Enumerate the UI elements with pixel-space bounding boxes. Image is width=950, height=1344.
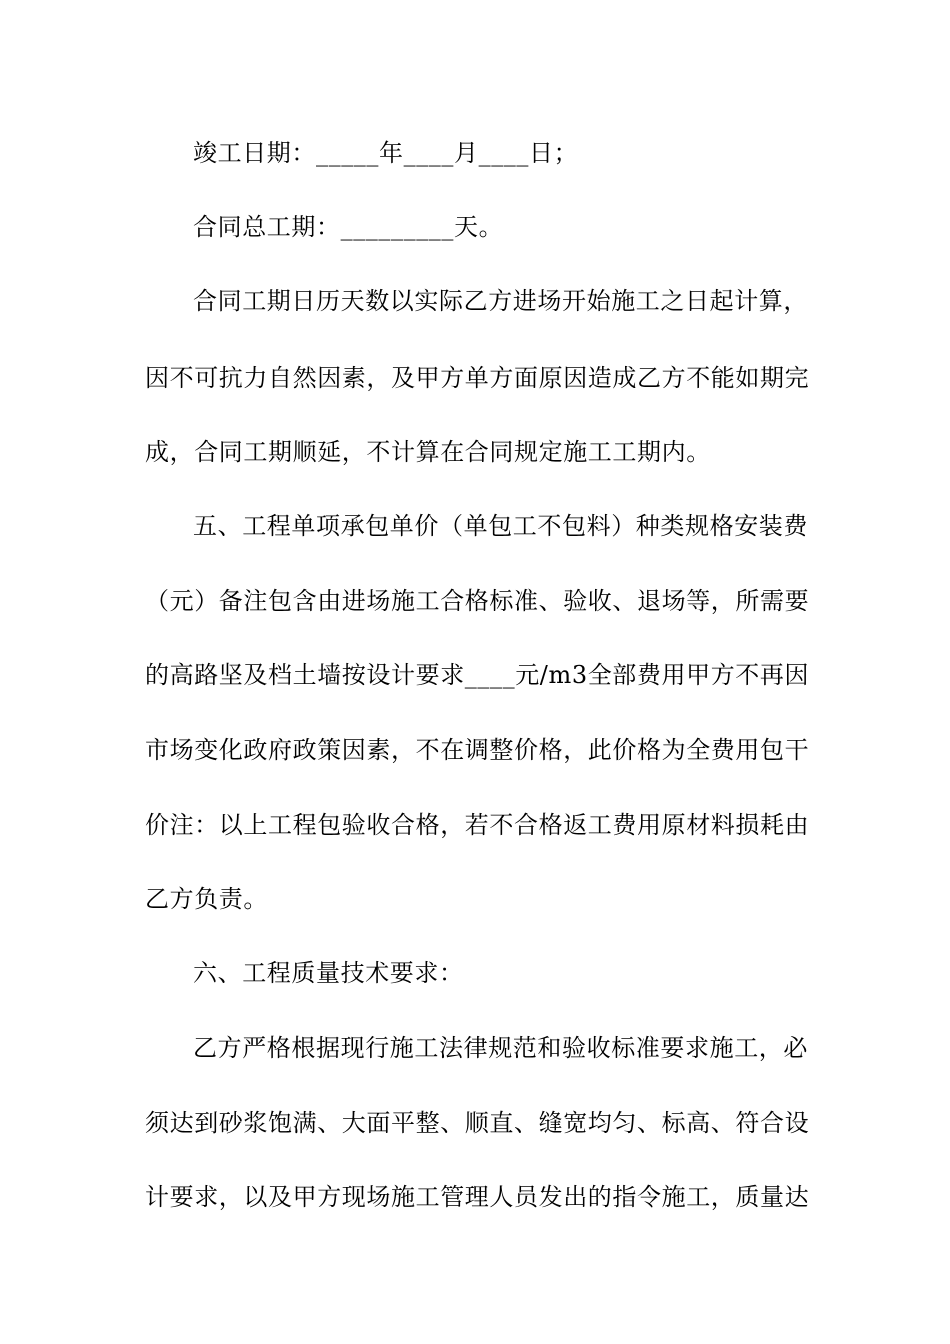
total-duration-line: 合同总工期：_________天。 — [193, 213, 504, 241]
paragraph-line: 合同工期日历天数以实际乙方进场开始施工之日起计算， — [193, 287, 808, 315]
paragraph-line: 计要求，以及甲方现场施工管理人员发出的指令施工，质量达 — [145, 1183, 810, 1211]
paragraph-line: 市场变化政府政策因素，不在调整价格，此价格为全费用包干 — [145, 736, 810, 764]
section-5-heading-line: 五、工程单项承包单价（单包工不包料）种类规格安装费 — [193, 512, 808, 540]
paragraph-line: 因不可抗力自然因素，及甲方单方面原因造成乙方不能如期完 — [145, 364, 810, 392]
completion-date-line: 竣工日期：_____年____月____日； — [193, 139, 579, 167]
paragraph-line: 价注：以上工程包验收合格，若不合格返工费用原材料损耗由 — [145, 811, 810, 839]
paragraph-line: 乙方严格根据现行施工法律规范和验收标准要求施工，必 — [193, 1034, 808, 1062]
paragraph-line: 须达到砂浆饱满、大面平整、顺直、缝宽均匀、标高、符合设 — [145, 1109, 810, 1137]
paragraph-line: 的高路坚及档土墙按设计要求____元/m3全部费用甲方不再因 — [145, 661, 810, 689]
section-6-heading: 六、工程质量技术要求： — [193, 959, 464, 987]
paragraph-line: 成，合同工期顺延，不计算在合同规定施工工期内。 — [145, 438, 711, 466]
paragraph-line: （元）备注包含由进场施工合格标准、验收、退场等，所需要 — [145, 587, 810, 615]
paragraph-line: 乙方负责。 — [145, 885, 268, 913]
